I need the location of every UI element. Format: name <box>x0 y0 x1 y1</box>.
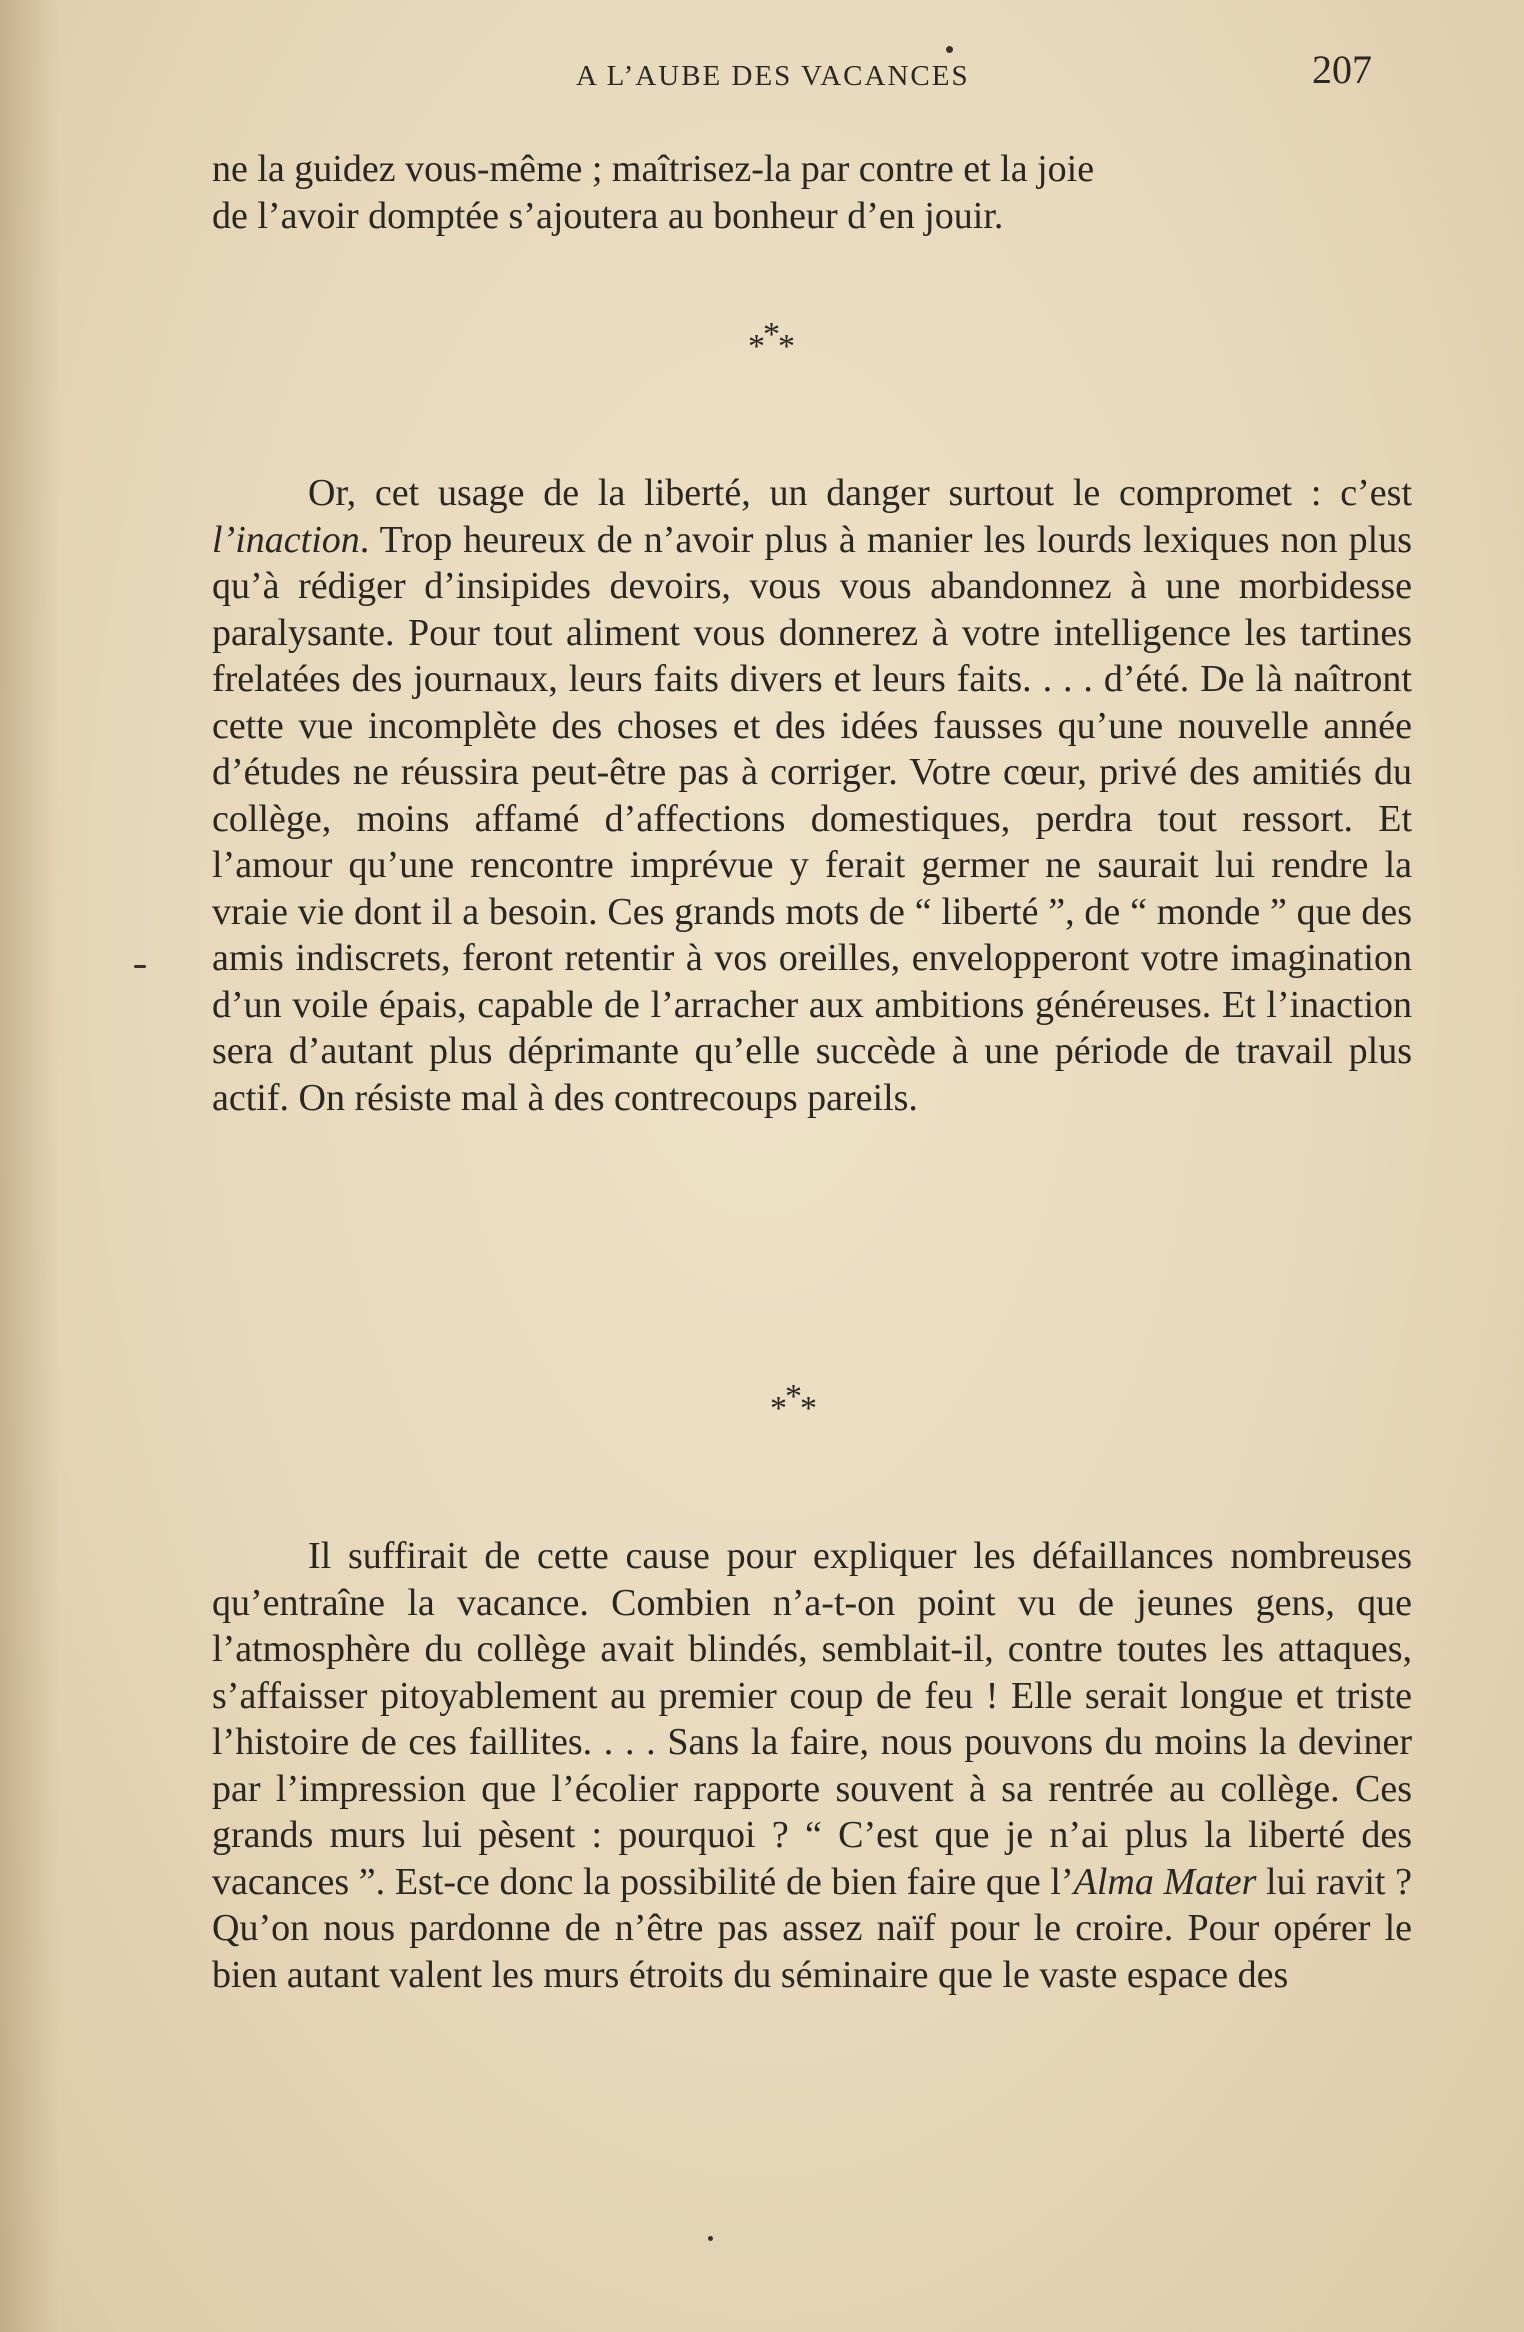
paragraph-text: lui ravit ? Qu’on nous pardonne de n’être pas assez naïf pour le croire. Pour opérer le bien autant valent les murs étroits du séminaire que le vaste espace des <box>212 1860 1413 1996</box>
paragraph-defaillances <box>212 1533 1412 1998</box>
section-separator-asterism <box>770 1378 815 1427</box>
page-number: 207 <box>1312 47 1372 92</box>
section-separator-asterism <box>748 316 793 365</box>
asterisk: * <box>785 1378 800 1415</box>
gutter-shadow <box>0 0 60 2332</box>
running-title: A L’AUBE DES VACANCES <box>576 60 970 92</box>
ink-speck <box>708 2236 713 2241</box>
italic-term: Alma Mater <box>1073 1860 1257 1903</box>
paragraph-continuation <box>212 146 1412 239</box>
paragraph-text: Il suffirait de cette cause pour expliquer les défaillances nombreuses qu’entraîne la vacance. Combien n’a-t-on point vu de jeunes gens, que l’atmosphère du collège avait blindés, semblait-il, contre toutes les attaques, s’affaisser pitoyablement au premier coup de feu ! Elle serait longue et triste l’histoire de ces faillites. . . . Sans la faire, nous pouvons du moins la deviner par l’impression que l’écolier rapporte souvent à sa rentrée au collège. Ces grands murs lui pèsent : pourquoi ? “ C’est que je n’ai plus la liberté des vacances ”. Est-ce donc la possibilité de bien faire que l’ <box>212 1535 1412 1903</box>
italic-term: l’inaction <box>212 518 360 561</box>
asterisk: * <box>763 316 778 353</box>
paragraph-inaction <box>212 470 1412 1121</box>
asterisk: * <box>800 1390 815 1427</box>
text-line: ne la guidez vous-même ; maîtrisez-la par contre et la joie <box>212 148 1095 190</box>
asterisk: * <box>778 328 793 365</box>
paragraph-text: Or, cet usage de la liberté, un danger surtout le compromet : c’est <box>308 472 1412 514</box>
asterisk: * <box>748 328 763 365</box>
asterisk: * <box>770 1390 785 1427</box>
ink-speck <box>134 965 146 968</box>
text-line: de l’avoir domptée s’ajoutera au bonheur d’en jouir. <box>212 194 1004 237</box>
paragraph-text: . Trop heureux de n’avoir plus à manier les lourds lexiques non plus qu’à rédiger d’insipides devoirs, vous vous abandonnez à une morbidesse paralysante. Pour tout aliment vous donnerez à votre intelligence les tartines frelatées des journaux, leurs faits divers et leurs faits. . . . d’été. De là naîtront cette vue incomplète des choses et des idées fausses qu’une nouvelle année d’études ne réussira peut-être pas à corriger. Votre cœur, privé des amitiés du collège, moins affamé d’affections domestiques, perdra tout ressort. Et l’amour qu’une rencontre imprévue y ferait germer ne saurait lui rendre la vraie vie dont il a besoin. Ces grands mots de “ liberté ”, de “ monde ” que des amis indiscrets, feront retentir à vos oreilles, envelopperont votre imagination d’un voile épais, capable de l’arracher aux ambitions généreuses. Et l’inaction sera d’autant plus déprimante qu’elle succède à une période de travail plus actif. On résiste mal à des contrecoups pareils. <box>212 518 1412 1119</box>
ink-speck <box>946 46 953 53</box>
